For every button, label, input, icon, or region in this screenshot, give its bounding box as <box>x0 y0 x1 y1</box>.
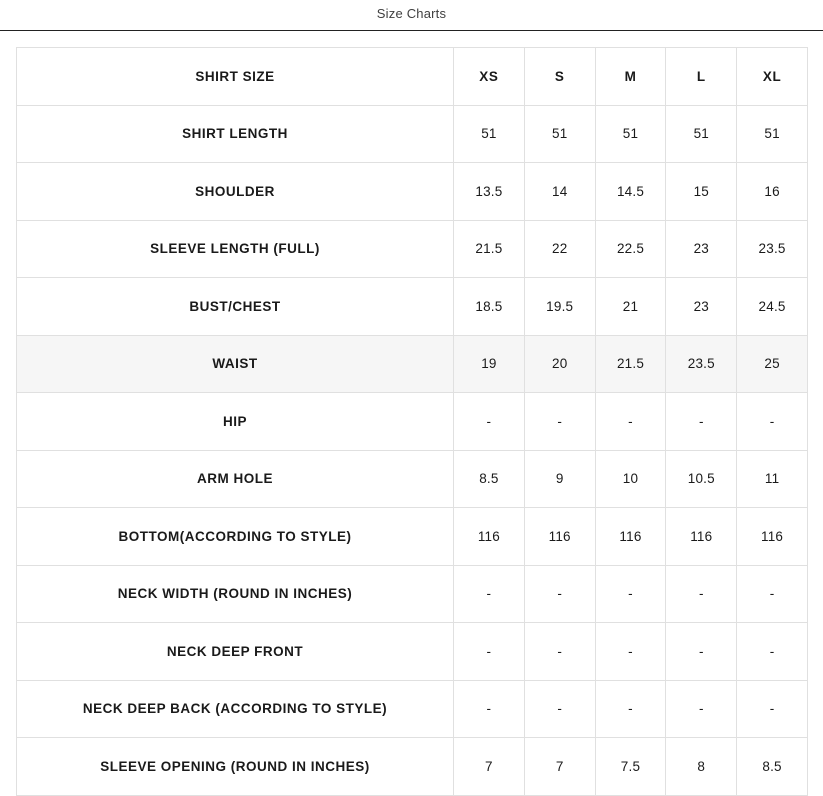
cell-m: 14.5 <box>595 163 666 221</box>
row-label: SHOULDER <box>17 163 454 221</box>
cell-s: - <box>524 680 595 738</box>
cell-l: 23.5 <box>666 335 737 393</box>
cell-s: 9 <box>524 450 595 508</box>
cell-s: 7 <box>524 738 595 796</box>
cell-m: 51 <box>595 105 666 163</box>
table-row <box>17 335 808 393</box>
cell-xs: 51 <box>454 105 525 163</box>
cell-s: 22 <box>524 220 595 278</box>
column-header-l: L <box>666 48 737 106</box>
cell-xl: 25 <box>737 335 808 393</box>
cell-l: 8 <box>666 738 737 796</box>
size-chart-table <box>16 47 808 796</box>
cell-m: - <box>595 565 666 623</box>
cell-xs: 116 <box>454 508 525 566</box>
column-header-xl: XL <box>737 48 808 106</box>
row-label: BOTTOM(ACCORDING TO STYLE) <box>17 508 454 566</box>
table-row <box>17 105 808 163</box>
cell-m: 21.5 <box>595 335 666 393</box>
cell-xl: 11 <box>737 450 808 508</box>
row-label: BUST/CHEST <box>17 278 454 336</box>
column-header-s: S <box>524 48 595 106</box>
table-row <box>17 680 808 738</box>
row-label: SHIRT LENGTH <box>17 105 454 163</box>
table-row <box>17 220 808 278</box>
table-row <box>17 450 808 508</box>
table-row <box>17 623 808 681</box>
cell-s: 19.5 <box>524 278 595 336</box>
cell-l: 23 <box>666 220 737 278</box>
row-label: WAIST <box>17 335 454 393</box>
cell-xl: 8.5 <box>737 738 808 796</box>
cell-xs: 13.5 <box>454 163 525 221</box>
table-row <box>17 738 808 796</box>
cell-xs: 21.5 <box>454 220 525 278</box>
cell-xl: - <box>737 680 808 738</box>
cell-m: - <box>595 623 666 681</box>
cell-s: 51 <box>524 105 595 163</box>
table-row <box>17 278 808 336</box>
cell-xs: - <box>454 623 525 681</box>
cell-m: 22.5 <box>595 220 666 278</box>
cell-xl: 23.5 <box>737 220 808 278</box>
cell-l: - <box>666 623 737 681</box>
table-header <box>17 48 808 106</box>
cell-xl: 51 <box>737 105 808 163</box>
cell-m: 21 <box>595 278 666 336</box>
column-header-m: M <box>595 48 666 106</box>
cell-l: 116 <box>666 508 737 566</box>
cell-xl: - <box>737 393 808 451</box>
table-row <box>17 393 808 451</box>
cell-s: 116 <box>524 508 595 566</box>
cell-s: - <box>524 565 595 623</box>
row-label: ARM HOLE <box>17 450 454 508</box>
cell-s: - <box>524 393 595 451</box>
cell-xs: - <box>454 680 525 738</box>
cell-xs: 8.5 <box>454 450 525 508</box>
cell-xl: - <box>737 565 808 623</box>
cell-l: - <box>666 565 737 623</box>
cell-s: 14 <box>524 163 595 221</box>
row-label: HIP <box>17 393 454 451</box>
cell-l: - <box>666 393 737 451</box>
table-header-row <box>17 48 808 106</box>
row-label: NECK DEEP BACK (ACCORDING TO STYLE) <box>17 680 454 738</box>
cell-xs: 7 <box>454 738 525 796</box>
cell-m: - <box>595 393 666 451</box>
table-body <box>17 105 808 795</box>
cell-m: - <box>595 680 666 738</box>
cell-xl: - <box>737 623 808 681</box>
row-label: NECK WIDTH (ROUND IN INCHES) <box>17 565 454 623</box>
cell-xl: 116 <box>737 508 808 566</box>
cell-l: 51 <box>666 105 737 163</box>
table-row <box>17 508 808 566</box>
row-label: NECK DEEP FRONT <box>17 623 454 681</box>
cell-m: 10 <box>595 450 666 508</box>
cell-m: 116 <box>595 508 666 566</box>
cell-xs: - <box>454 393 525 451</box>
cell-xs: 18.5 <box>454 278 525 336</box>
cell-s: - <box>524 623 595 681</box>
column-header-measurement: SHIRT SIZE <box>17 48 454 106</box>
cell-xl: 24.5 <box>737 278 808 336</box>
cell-xs: - <box>454 565 525 623</box>
cell-l: - <box>666 680 737 738</box>
cell-xl: 16 <box>737 163 808 221</box>
cell-l: 10.5 <box>666 450 737 508</box>
column-header-xs: XS <box>454 48 525 106</box>
size-chart-table-wrapper <box>0 31 823 796</box>
row-label: SLEEVE OPENING (ROUND IN INCHES) <box>17 738 454 796</box>
cell-l: 23 <box>666 278 737 336</box>
cell-l: 15 <box>666 163 737 221</box>
table-row <box>17 565 808 623</box>
page-title: Size Charts <box>376 6 447 21</box>
cell-s: 20 <box>524 335 595 393</box>
table-row <box>17 163 808 221</box>
cell-m: 7.5 <box>595 738 666 796</box>
row-label: SLEEVE LENGTH (FULL) <box>17 220 454 278</box>
cell-xs: 19 <box>454 335 525 393</box>
